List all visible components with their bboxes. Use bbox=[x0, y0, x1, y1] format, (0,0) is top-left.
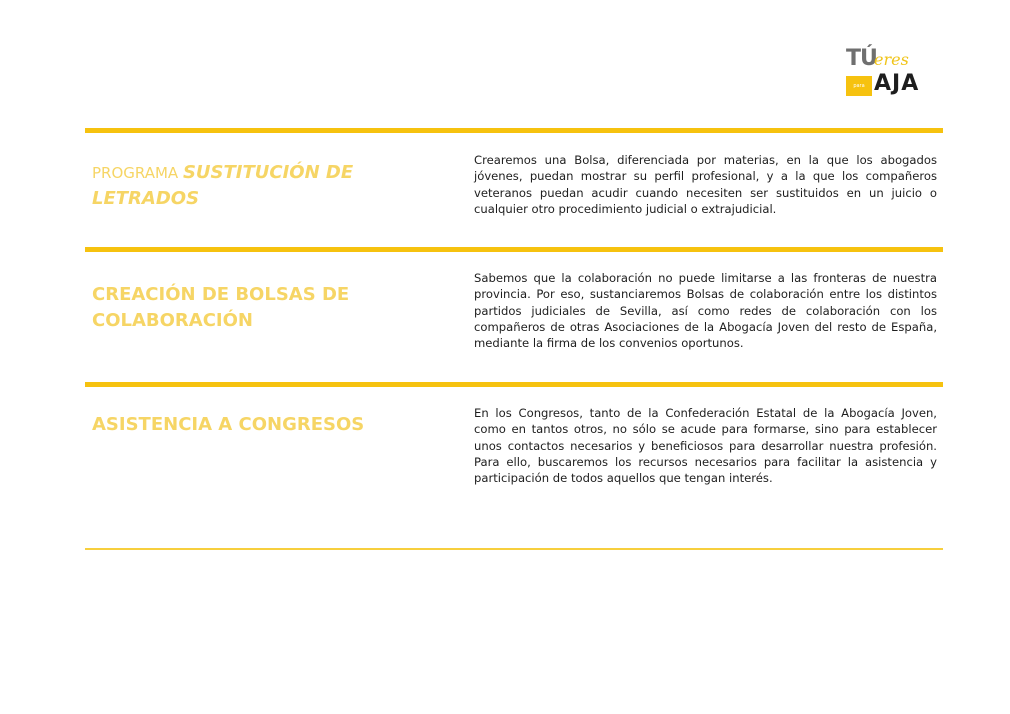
aja-logo bbox=[846, 44, 924, 100]
section-text-congresos: En los Congresos, tanto de la Confederación Estatal de la Abogacía Joven, como en tantos otros, no sólo se acude para formarse, sino para establecer unos contactos necesarios y beneficiosos para desarrollar nuestra profesión. Para ello, buscaremos los recursos necesarios para facilitar la asistencia y participación de todos aquellos que tengan interés. bbox=[474, 406, 937, 486]
logo-tu-text: TÚ bbox=[846, 46, 877, 71]
logo-badge: para bbox=[846, 76, 872, 96]
section-title-main: SUSTITUCIÓN DE LETRADOS bbox=[92, 162, 354, 209]
section-title-congresos: ASISTENCIA A CONGRESOS bbox=[92, 414, 365, 435]
section-divider-bottom bbox=[85, 548, 943, 550]
section-divider bbox=[85, 247, 943, 252]
section-text-bolsas: Sabemos que la colaboración no puede limitarse a las fronteras de nuestra provincia. Por eso, sustanciaremos Bolsas de colaboración entre los distintos partidos judiciales de Sevilla, así como redes de colaboración con los compañeros de otras Asociaciones de la Abogacía Joven del resto de España, mediante la firma de los convenios oportunos. bbox=[474, 271, 937, 351]
section-divider-top bbox=[85, 128, 943, 133]
section-divider bbox=[85, 382, 943, 387]
logo-aja-text: AJA bbox=[874, 71, 920, 96]
section-text-sustitucion: Crearemos una Bolsa, diferenciada por materias, en la que los abogados jóvenes, puedan mostrar su perfil profesional, y a la que los compañeros veteranos puedan acudir cuando necesiten ser sustituidos en un juicio o cualquier otro procedimiento judicial o extrajudicial. bbox=[474, 153, 937, 216]
section-title-bolsas: CREACIÓN DE BOLSAS DE COLABORACIÓN bbox=[92, 284, 350, 331]
logo-eres-text: eres bbox=[874, 50, 909, 69]
section-title-prefix: PROGRAMA bbox=[92, 164, 183, 182]
section-title-sustitucion bbox=[92, 160, 422, 212]
